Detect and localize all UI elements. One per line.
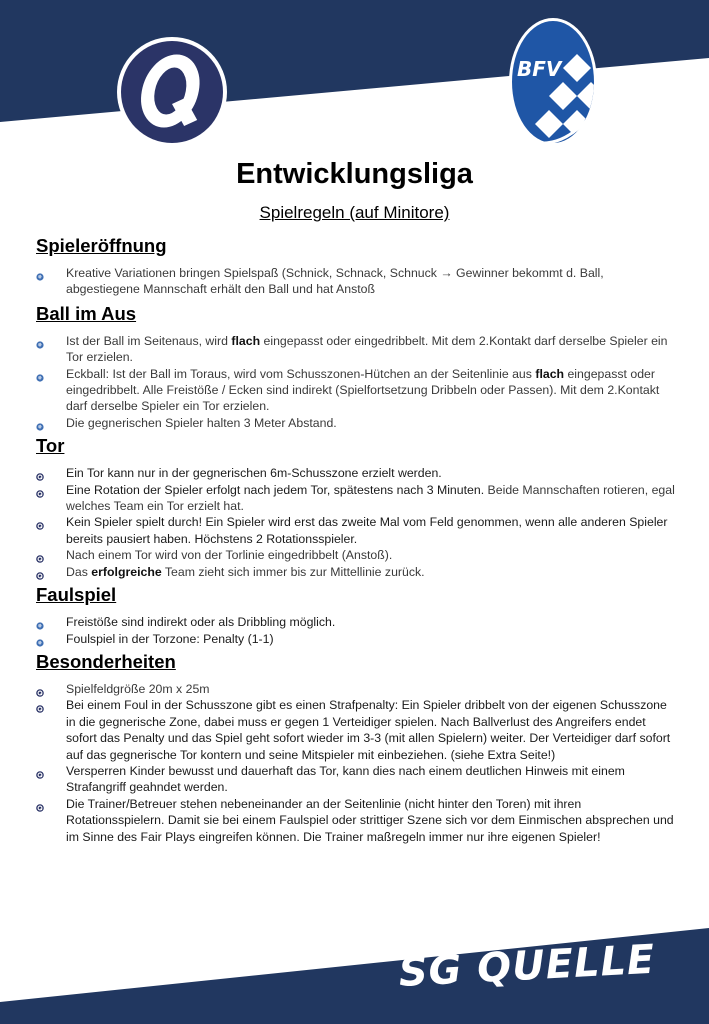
rule-text: Spielfeldgröße 20m x 25m: [66, 681, 210, 696]
rule-list: [36, 465, 676, 580]
section: [36, 234, 676, 298]
rule-item: [36, 631, 676, 647]
section: [36, 302, 676, 431]
emphasis-text: flach: [231, 333, 261, 348]
page-subtitle: Spielregeln (auf Minitore): [259, 203, 450, 222]
rule-text: Eckball: Ist der Ball im Toraus, wird vom Schusszonen-Hütchen an der Seitenlinie aus: [66, 366, 536, 381]
section-heading: Tor: [36, 435, 65, 457]
emphasis-text: erfolgreiche: [91, 564, 162, 579]
rule-item: [36, 681, 676, 697]
logo-q-letter: Q: [116, 36, 117, 37]
rule-item: [36, 265, 676, 298]
q-bullet-icon: [36, 518, 44, 526]
ball-bullet-icon: [36, 419, 44, 427]
bfv-logo-text: BFV: [517, 57, 562, 81]
rule-item: [36, 697, 676, 763]
footer-brand: SG QUELLE: [397, 936, 657, 996]
rule-item: [36, 614, 676, 630]
rule-text: Eine Rotation der Spieler erfolgt nach jedem Tor, spätestens nach 3 Minuten.: [66, 482, 485, 497]
rule-item: [36, 333, 676, 366]
rule-item: [36, 796, 676, 845]
q-bullet-icon: [36, 767, 44, 775]
rule-item: [36, 547, 676, 563]
rule-text: Team zieht sich immer bis zur Mittellinie zurück.: [161, 564, 425, 579]
q-bullet-icon: [36, 701, 44, 709]
q-bullet-icon: [36, 551, 44, 559]
rule-item: [36, 415, 676, 431]
ball-bullet-icon: [36, 370, 44, 378]
rule-text: eingepasst oder eingedribbelt. Mit dem 2.Kontakt darf derselbe Spieler ein Tor erzielen.: [66, 333, 668, 365]
rule-list: [36, 333, 676, 431]
rule-text: Bei einem Foul in der Schusszone gibt es einen Strafpenalty: Ein Spieler dribbelt von der eigenen Schusszone in die gegnerische Zone, dabei muss er gegen 1 Verteidiger spielen. Nach Ballverlust des Angreifers endet sofort das Penalty und das Spiel geht sofort wieder im 3-3 (mit allen Spielern) weiter. Der Verteidiger darf sofort auf das gegnerische Tor kontern und seine Mitspieler mit einbeziehen.: [66, 698, 671, 762]
bfv-logo: [507, 16, 599, 148]
rule-item: [36, 514, 676, 547]
rule-item: [36, 465, 676, 481]
rule-item: [36, 564, 676, 580]
rule-list: [36, 614, 676, 647]
emphasis-text: flach: [535, 366, 565, 381]
rule-item: [36, 763, 676, 796]
rule-text: Nach einem Tor wird von der Torlinie eingedribbelt (Anstoß).: [66, 548, 393, 563]
rule-text: Die gegnerischen Spieler halten 3 Meter Abstand.: [66, 415, 337, 430]
ball-bullet-icon: [36, 635, 44, 643]
rule-text: Ist der Ball im Seitenaus, wird: [66, 333, 232, 348]
ball-bullet-icon: [36, 618, 44, 626]
club-logo-q: [116, 36, 228, 148]
rule-text: Beide Mannschaften rotieren, egal welches Team ein Tor erzielt hat.: [66, 482, 675, 514]
q-bullet-icon: [36, 800, 44, 808]
q-bullet-icon: [36, 469, 44, 477]
section: [36, 583, 676, 647]
rule-text: Kreative Variationen bringen Spielspaß (Schnick, Schnack, Schnuck → Gewinner bekommt d. Ball, abgestiegene Mannschaft erhält den Ball und hat Anstoß: [66, 266, 604, 297]
ball-bullet-icon: [36, 269, 44, 277]
rule-text: Das: [66, 564, 92, 579]
rule-text: Ein Tor kann nur in der gegnerischen 6m-Schusszone erzielt werden.: [66, 466, 442, 481]
rule-list: [36, 265, 676, 298]
section-heading: Faulspiel: [36, 584, 117, 606]
rules-content: [36, 234, 676, 847]
q-bullet-icon: [36, 568, 44, 576]
header-band: [0, 0, 709, 130]
section-heading: Ball im Aus: [36, 302, 137, 324]
rule-text: (siehe Extra Seite!): [450, 747, 556, 762]
rule-list: [36, 681, 676, 845]
section-heading: Spieleröffnung: [36, 235, 167, 256]
ball-bullet-icon: [36, 337, 44, 345]
q-bullet-icon: [36, 486, 44, 494]
page-title: Entwicklungsliga: [236, 158, 473, 190]
rule-item: [36, 482, 676, 515]
section-heading: Besonderheiten: [36, 650, 176, 672]
section: [36, 434, 676, 580]
rule-text: Freistöße sind indirekt oder als Dribbling möglich.: [66, 615, 336, 630]
rule-text: Die Trainer/Betreuer stehen nebeneinander an der Seitenlinie (nicht hinter den Toren) mit ihren Rotationsspielern. Damit sie bei einem Faulspiel oder strittiger Szene sich vor dem Einmischen absprechen und im Sinne des Fair Plays eingreifen können. Die Trainer maßregeln immer nur ihre eigenen Spieler!: [66, 796, 674, 844]
rule-item: [36, 366, 676, 415]
rule-text: Foulspiel in der Torzone: Penalty (1-1): [66, 631, 274, 646]
rule-text: Kein Spieler spielt durch! Ein Spieler wird erst das zweite Mal vom Feld genommen, wenn alle anderen Spieler bereits pausiert haben. Höchstens 2 Rotationsspieler.: [66, 515, 668, 546]
rule-text: Versperren Kinder bewusst und dauerhaft das Tor, kann dies nach einem deutlichen Hinweis mit einem Strafangriff geahndet werden.: [66, 763, 625, 795]
q-bullet-icon: [36, 685, 44, 693]
rule-text: eingepasst oder eingedribbelt. Alle Freistöße / Ecken sind indirekt (Spielfortsetzung Dribbeln oder Passen). Mit dem 2.Kontakt darf derselbe Spieler ein Tor erzielen.: [66, 366, 660, 414]
section: [36, 650, 676, 845]
